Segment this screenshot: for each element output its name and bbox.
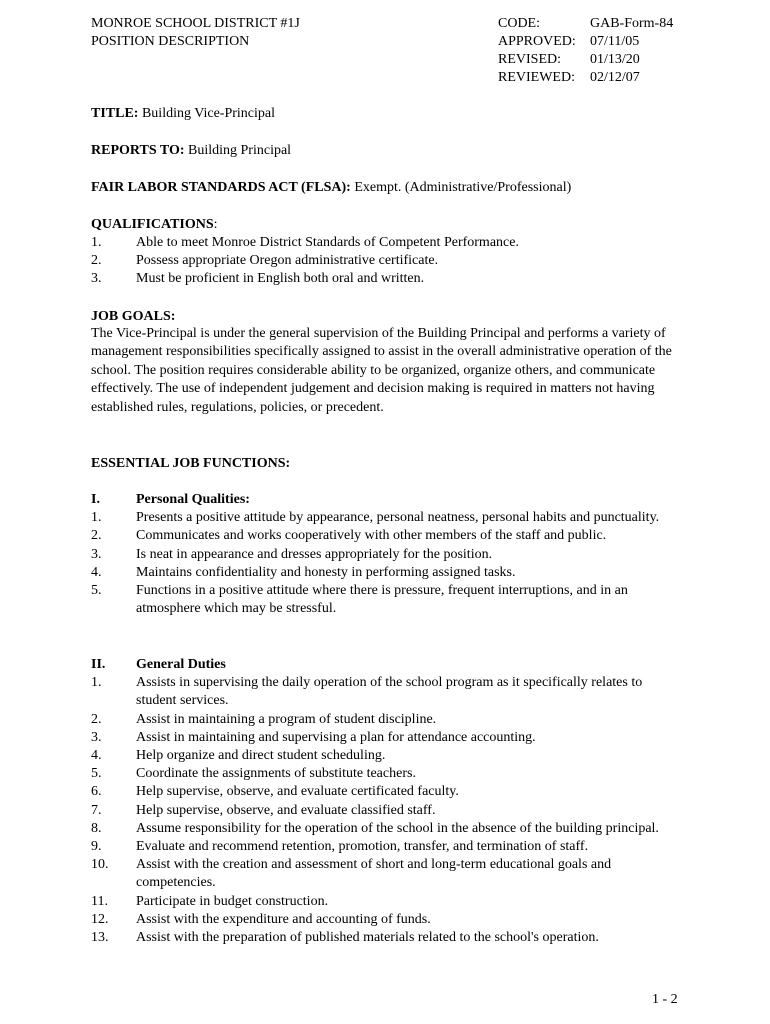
item-number: 13.	[91, 930, 109, 946]
meta-value: 02/12/07	[590, 70, 640, 85]
item-number: 3.	[91, 546, 102, 562]
header-left	[91, 15, 300, 51]
header-meta	[498, 15, 673, 87]
item-number: 3.	[91, 271, 102, 287]
item-text: Assists in supervising the daily operation of the school program as it specifically relates to student services.	[136, 675, 643, 709]
list-item	[91, 564, 676, 582]
list-item	[91, 820, 676, 838]
flsa-label: FAIR LABOR STANDARDS ACT (FLSA):	[91, 180, 351, 195]
list-item	[91, 729, 676, 747]
item-text: Evaluate and recommend retention, promotion, transfer, and termination of staff.	[136, 839, 589, 855]
item-text: Communicates and works cooperatively with other members of the staff and public.	[136, 528, 607, 544]
meta-row-approved	[498, 33, 673, 51]
flsa-line	[91, 179, 571, 197]
title-line	[91, 105, 275, 123]
list-item	[91, 546, 676, 564]
section-title: General Duties	[136, 657, 226, 672]
item-text: Participate in budget construction.	[136, 893, 329, 909]
title-value: Building Vice-Principal	[141, 106, 276, 121]
section-number: II.	[91, 657, 106, 672]
list-item	[91, 527, 676, 545]
meta-row-revised	[498, 51, 673, 69]
item-number: 1.	[91, 235, 102, 250]
meta-key: REVISED:	[498, 52, 561, 67]
list-item	[91, 856, 676, 892]
meta-value: 07/11/05	[590, 34, 640, 49]
section-title: Personal Qualities:	[136, 492, 250, 507]
item-text: Assist with the creation and assessment of short and long-term educational goals and competencies.	[136, 857, 612, 891]
meta-key: CODE:	[498, 16, 540, 31]
meta-key: REVIEWED:	[498, 70, 575, 85]
item-number: 1.	[91, 510, 102, 526]
item-text: Help supervise, observe, and evaluate certificated faculty.	[136, 784, 459, 800]
item-number: 6.	[91, 784, 102, 800]
essential-functions-heading: ESSENTIAL JOB FUNCTIONS:	[91, 456, 291, 471]
item-number: 2.	[91, 711, 102, 727]
section-general-duties	[91, 656, 676, 947]
list-item	[91, 252, 676, 270]
list-item	[91, 234, 676, 252]
item-text: Must be proficient in English both oral and written.	[136, 271, 425, 287]
flsa-value: Exempt. (Administrative/Professional)	[354, 180, 572, 195]
item-text: Functions in a positive attitude where there is pressure, frequent interruptions, and in an atmosphere which may be stressful.	[136, 583, 628, 617]
list-item	[91, 765, 676, 783]
section-number: I.	[91, 492, 100, 507]
reports-to-value: Building Principal	[188, 143, 292, 158]
item-number: 1.	[91, 675, 102, 691]
list-item	[91, 270, 676, 288]
list-item	[91, 582, 676, 618]
item-number: 7.	[91, 802, 102, 818]
list-item	[91, 711, 676, 729]
job-goals-heading: JOB GOALS:	[91, 309, 176, 324]
list-item	[91, 838, 676, 856]
item-text: Presents a positive attitude by appearance, personal neatness, personal habits and punctuality.	[136, 510, 660, 526]
item-number: 5.	[91, 766, 102, 782]
list-item	[91, 929, 676, 947]
meta-value: 01/13/20	[590, 52, 640, 67]
item-number: 2.	[91, 528, 102, 544]
section-heading	[91, 491, 676, 509]
item-number: 3.	[91, 729, 102, 745]
item-number: 12.	[91, 911, 109, 927]
section-heading	[91, 656, 676, 674]
list-item	[91, 674, 676, 710]
qualifications-list	[91, 234, 676, 289]
item-text: Coordinate the assignments of substitute teachers.	[136, 766, 416, 782]
item-number: 4.	[91, 564, 102, 580]
list-item	[91, 509, 676, 527]
meta-row-reviewed	[498, 69, 673, 87]
title-label: TITLE:	[91, 106, 139, 121]
item-number: 4.	[91, 748, 102, 764]
item-text: Help organize and direct student scheduling.	[136, 748, 386, 764]
item-text: Assume responsibility for the operation of the school in the absence of the building principal.	[136, 820, 659, 836]
item-number: 9.	[91, 839, 102, 855]
item-text: Assist in maintaining a program of student discipline.	[136, 711, 437, 727]
list-item	[91, 783, 676, 801]
district-name: MONROE SCHOOL DISTRICT #1J	[91, 16, 300, 31]
qualifications-colon: :	[213, 217, 218, 232]
list-item	[91, 747, 676, 765]
item-number: 2.	[91, 253, 102, 269]
section-personal-qualities	[91, 491, 676, 618]
item-text: Possess appropriate Oregon administrative certificate.	[136, 253, 439, 269]
meta-row-code	[498, 15, 673, 33]
item-text: Assist in maintaining and supervising a plan for attendance accounting.	[136, 729, 536, 745]
item-number: 11.	[91, 893, 108, 909]
item-text: Is neat in appearance and dresses appropriately for the position.	[136, 546, 493, 562]
reports-to-line	[91, 142, 291, 160]
qualifications-heading	[91, 216, 218, 234]
list-item	[91, 911, 676, 929]
page-number: 1 - 2	[652, 992, 678, 1007]
item-text: Able to meet Monroe District Standards of Competent Performance.	[136, 235, 519, 250]
reports-to-label: REPORTS TO:	[91, 143, 185, 158]
document-type: POSITION DESCRIPTION	[91, 34, 250, 49]
item-number: 10.	[91, 857, 109, 873]
job-goals-text: The Vice-Principal is under the general supervision of the Building Principal and performs a variety of management responsibilities specifically assigned to assist in the overall administrative operation of the school. The position requires considerable ability to be organized, organize others, and communicate effectively. The use of independent judgement and decision making is required in matters not having established rules, regulations, policies, or precedent.	[91, 326, 672, 415]
item-text: Maintains confidentiality and honesty in performing assigned tasks.	[136, 564, 516, 580]
item-text: Help supervise, observe, and evaluate classified staff.	[136, 802, 436, 818]
qualifications-label: QUALIFICATIONS	[91, 217, 214, 232]
meta-value: GAB-Form-84	[590, 16, 674, 31]
list-item	[91, 893, 676, 911]
meta-key: APPROVED:	[498, 34, 576, 49]
item-number: 5.	[91, 583, 102, 599]
item-text: Assist with the preparation of published materials related to the school's operation.	[136, 930, 599, 946]
item-text: Assist with the expenditure and accounting of funds.	[136, 911, 431, 927]
list-item	[91, 802, 676, 820]
item-number: 8.	[91, 820, 102, 836]
